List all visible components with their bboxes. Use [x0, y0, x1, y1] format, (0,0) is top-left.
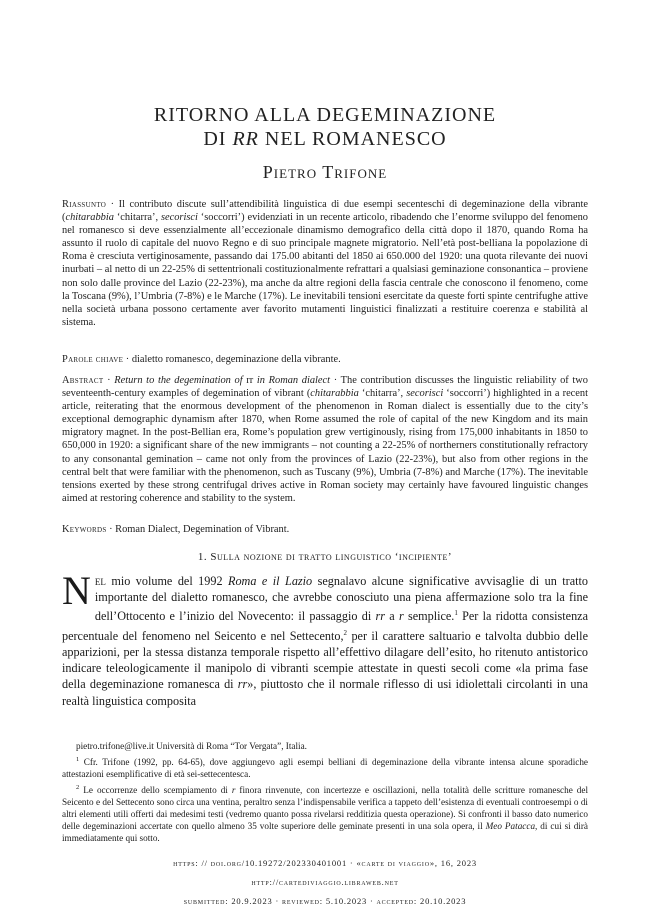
body-italic-2: rr: [375, 609, 385, 624]
title-prefix: DI: [203, 128, 233, 150]
footnotes: [62, 740, 588, 846]
abstract-title-italic-2: in Roman dialect: [256, 375, 331, 386]
author-name: Pietro Trifone: [262, 162, 388, 182]
abstract-block: [62, 374, 588, 505]
footnote-2: [62, 782, 588, 844]
body-italic-3: r: [398, 609, 404, 624]
article-title-line2: [0, 128, 650, 150]
footnote-2-italic-2: Meo Patacca: [485, 821, 536, 832]
footnote-2-text-b: finora rinvenute, con incertezze e oscillazioni, nella totalità delle scritture romanesche del Seicento e del Settecento sono circa una ventina, peraltro senza l’indispensabile verifica a tappeto dell’esistenza di eventuali controesempi o di altri elementi utili offerti dai medesimi testi (vedremo quanto possa rivelarsi redditizia questa operazione). Si confronti il basso dato numerico delle degeminazioni accertate con quello almeno 35 volte superiore delle geminate presenti in una sola opera, il: [62, 785, 589, 832]
footnote-ref-2[interactable]: 2: [343, 628, 348, 637]
riassunto-italic-1: chitarabbia: [65, 212, 114, 224]
riassunto-text-a: Il contributo discute sull’attendibilità linguistica di due esempi secenteschi di degeminazione della vibrante (: [62, 199, 588, 224]
footnote-2-mark: 2: [76, 784, 80, 792]
footnote-2-text-a: Le occorrenze dello scempiamento di: [83, 785, 232, 796]
keywords-sep: ·: [106, 524, 116, 535]
parole-chiave-label: Parole chiave: [62, 354, 124, 365]
abstract-text-a: · The contribution discusses the linguistic reliability of two seventeenth-century examples of degemination of vibrant (: [62, 375, 588, 400]
riassunto-label: Riassunto: [62, 199, 107, 210]
abstract-text-b: ‘chitarra’,: [358, 388, 407, 400]
riassunto-text-c: ‘soccorri’) evidenziati in un recente articolo, ribadendo che l’enorme sviluppo del fenomeno nel romanesco si deve essenzialmente all’eccezionale dinamismo demografico della città dopo il 1870, quando Roma ha assunto il ruolo di capitale del nuovo Regno e di suo principale magnete migratorio. Nell’età post-belliana la popolazione di Roma è cresciuta vertiginosamente, passando dai 175.00 abitanti del 1850 ai 650.000 del 1920: una quota rilevante dei nuovi inurbati – al netto di un 22-25% di settentrionali costituzionalmente refrattari a qualsiasi geminazione consonantica – proviene non solo dalle province del Lazio (22-23%), ma anche da altre regioni della fascia centrale che conoscono il fenomeno, come la Toscana (9%), l’Umbria (7-8%) e le Marche (17%). Le inevitabili tensioni esercitate da queste forti spinte centrifughe attive nella società urbana possono certamente aver favorito mutamenti linguistici finalizzati a restituire coerenza e stabilità al sistema.: [62, 212, 588, 328]
body-text-e: Per la ridotta consistenza percentuale del fenomeno nel Seicento e nel Settecento,: [62, 609, 588, 643]
affiliation-note: pietro.trifone@live.it Università di Roma “Tor Vergata”, Italia.: [76, 741, 307, 751]
body-paragraph: [62, 568, 588, 709]
title-italic-rr: RR: [232, 128, 259, 150]
parole-chiave-text: dialetto romanesco, degeminazione della vibrante.: [131, 354, 341, 365]
abstract-label: Abstract: [62, 375, 104, 386]
abstract-italic-2: secorisci: [406, 388, 444, 400]
footnote-1-mark: 1: [76, 756, 80, 763]
riassunto-block: [62, 198, 588, 329]
body-text-f: per il carattere saltuario e talvolta dubbio delle apparizioni, per la stessa distanza temporale rispetto all’effettivo dilagare dell’esito, ho ritenuto antistorico indicare teleologicamente il manipolo di vibranti scempie attestate in questi secoli come «la prima fase della degeminazione romanesca di: [62, 628, 588, 692]
footnote-2-text-c: , di cui si dirà immediatamente qui sotto.: [62, 821, 588, 844]
body-text-c: a: [384, 609, 399, 624]
footnote-1-text: Cfr. Trifone (1992, pp. 64-65), dove aggiungevo agli esempi belliani di degeminazione della vibrante intensa alcune sporadiche attestazioni esemplificative di età sei-settecentesca.: [62, 757, 589, 780]
section-number: 1.: [197, 551, 211, 563]
section-heading: [0, 551, 650, 563]
body-italic-4: rr: [237, 677, 248, 692]
body-opening-caps: el: [94, 574, 106, 588]
abstract-title-rr: rr: [242, 375, 257, 386]
abstract-text-c: ‘soccorri’) highlighted in a recent article, reiterating that the enormous development of the phenomenon in Roman dialect is essentially due to the city’s exceptional demographic dynamism after 1870, when Rome assumed the role of capital of the new Kingdom and its main migratory magnet. In the post-Bellian era, Rome’s population grew vertiginously, rising from 175,000 inhabitants in 1850 to 650,000 in 1920: a significant share of the new immigrants – not counting a 22-25% of northerners constitutionally refractory to any consonantal gemination – came not only from the provinces of Lazio (22-23%), but also from other regions in the central belt that were familiar with the phenomenon, such as Tuscany (9%), Umbria (7-8%) and Marche (17%). The inevitable tensions exerted by these strong centrifugal drives active in Roman society may certainly have favoured linguistic changes aimed at restoring coherence and stability to the system.: [62, 388, 588, 504]
section-title: Sulla nozione di tratto linguistico ‘incipiente’: [210, 551, 453, 563]
riassunto-italic-2: secorisci: [160, 212, 198, 224]
parole-chiave-sep: ·: [123, 354, 132, 365]
body-text-d: semplice.: [403, 609, 455, 624]
riassunto-sep: ·: [106, 199, 119, 210]
footnote-2-italic-1: r: [231, 785, 236, 796]
keywords-label: Keywords: [62, 524, 107, 535]
footnote-ref-1[interactable]: 1: [454, 609, 458, 618]
submission-dates: submitted: 20.9.2023 · reviewed: 5.10.2023 · accepted: 20.10.2023: [183, 896, 467, 906]
footnote-1: [62, 754, 588, 780]
body-text-b: segnalavo alcune significative avvisaglie di un tratto importante del dialetto romanesco, che avrebbe conosciuto una piena affermazione solo tra la fine dell’Ottocento e l’inizio del Novecento: il passaggio di: [94, 574, 588, 624]
doi-line[interactable]: https: // doi.org/10.19272/202330401001 · «carte di viaggio», 16, 2023: [173, 858, 477, 868]
dropcap-letter: N: [62, 568, 91, 613]
keywords-block: [62, 523, 588, 536]
abstract-italic-1: chitarabbia: [310, 388, 359, 400]
parole-chiave-block: [62, 353, 588, 366]
body-text-g: », piuttosto che il normale riflesso di usi idiolettali circolanti in una realtà linguistica composita: [62, 677, 588, 708]
body-italic-1: Roma e il Lazio: [228, 574, 313, 588]
abstract-title-italic: Return to the degemination of: [114, 375, 243, 386]
article-title-line1: RITORNO ALLA DEGEMINAZIONE: [153, 104, 497, 126]
riassunto-text-b: ‘chitarra’,: [113, 212, 161, 224]
journal-url[interactable]: http://cartediviaggio.libraweb.net: [251, 877, 399, 887]
abstract-sep: ·: [103, 375, 115, 386]
body-text-a: mio volume del 1992: [105, 574, 229, 588]
keywords-text: Roman Dialect, Degemination of Vibrant.: [115, 524, 290, 535]
title-suffix: NEL ROMANESCO: [258, 128, 447, 150]
